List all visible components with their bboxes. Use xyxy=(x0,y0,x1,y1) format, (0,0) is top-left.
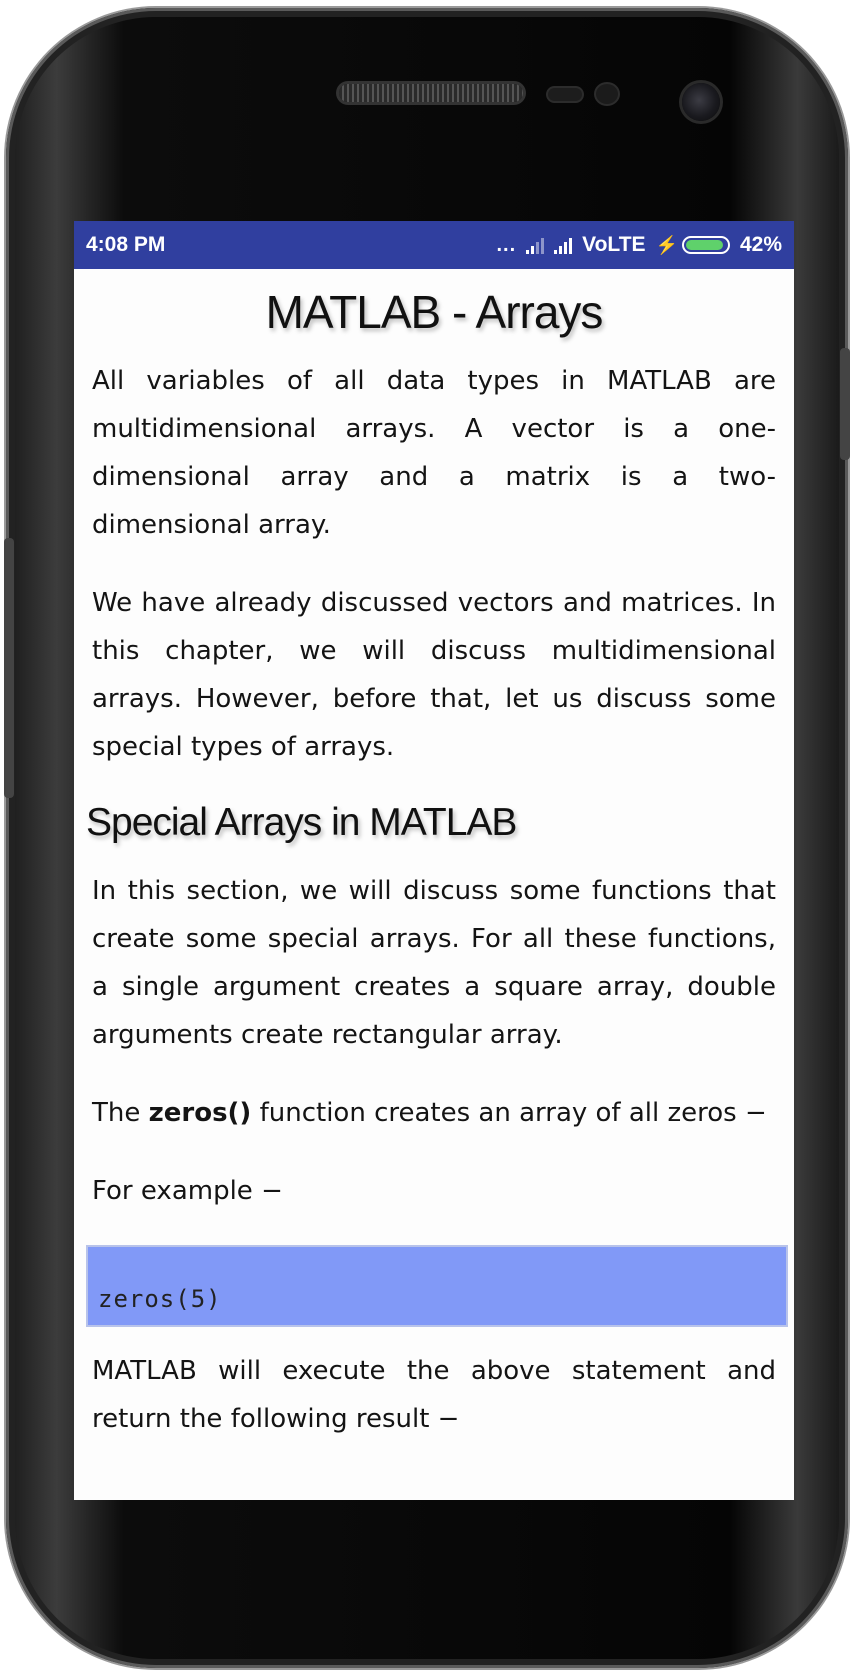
power-button xyxy=(840,348,850,460)
intro-paragraph: All variables of all data types in MATLAB are multidimensional arrays. A vector is a one-dimensional array and a matrix is a two-dimensional array. xyxy=(92,366,776,540)
zeros-suffix: function creates an array of all zeros − xyxy=(251,1098,767,1128)
result-paragraph: MATLAB will execute the above statement and return the following result − xyxy=(92,1356,776,1434)
charging-bolt-icon: ⚡ xyxy=(655,234,678,255)
page-title: MATLAB - Arrays xyxy=(265,286,603,338)
section-heading: Special Arrays in MATLAB xyxy=(86,801,517,844)
status-icons xyxy=(496,233,782,257)
battery-icon xyxy=(682,236,730,254)
phone-frame xyxy=(6,8,848,1668)
volume-button xyxy=(4,538,14,798)
notification-dots-icon: ... xyxy=(496,233,517,256)
battery-fill xyxy=(686,240,723,250)
second-paragraph: We have already discussed vectors and matrices. In this chapter, we will discuss multidimensional arrays. However, before that, let us discuss some special types of arrays. xyxy=(92,588,776,762)
article-content xyxy=(74,285,794,1443)
battery-indicator xyxy=(656,235,730,256)
zeros-prefix: The xyxy=(92,1098,149,1128)
battery-percent: 42% xyxy=(739,233,782,256)
front-camera-icon xyxy=(682,83,720,121)
proximity-sensor xyxy=(548,88,582,101)
earpiece-speaker xyxy=(339,84,523,102)
section-paragraph: In this section, we will discuss some functions that create some special arrays. For all these functions, a single argument creates a square array, double arguments create rectangular array. xyxy=(92,876,776,1050)
code-block: zeros(5) xyxy=(86,1245,788,1327)
zeros-paragraph xyxy=(92,1089,776,1137)
signal-icon-sim2 xyxy=(554,236,572,254)
status-time: 4:08 PM xyxy=(86,233,166,256)
example-label: For example − xyxy=(92,1176,283,1206)
screen xyxy=(74,221,794,1500)
light-sensor xyxy=(596,84,618,104)
status-bar xyxy=(74,221,794,269)
network-type: VoLTE xyxy=(582,233,646,256)
signal-icon-sim1 xyxy=(526,236,544,254)
zeros-function-name: zeros() xyxy=(148,1098,252,1128)
